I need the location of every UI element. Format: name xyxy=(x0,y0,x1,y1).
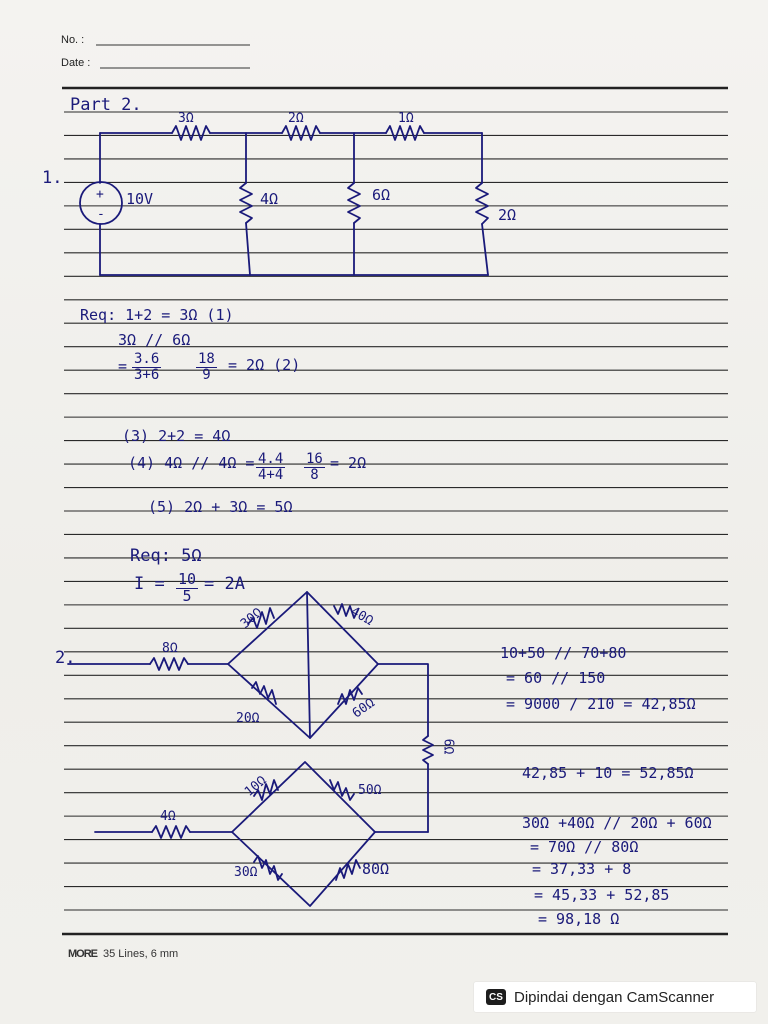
step2-fraction-2 xyxy=(196,352,217,382)
resistor-6ohm-middle xyxy=(423,736,433,764)
notebook-footer xyxy=(68,948,178,960)
label-50ohm: 50Ω xyxy=(358,783,382,798)
label-4ohm-series: 4Ω xyxy=(160,809,176,824)
resistor-2ohm-shunt xyxy=(476,183,488,224)
notebook-brand: MORE xyxy=(68,948,97,960)
step4-denominator-2: 8 xyxy=(310,466,319,483)
step4-fraction xyxy=(256,452,285,482)
resistor-50ohm xyxy=(330,780,354,800)
step4-denominator: 4+4 xyxy=(258,466,284,483)
step2-prefix: = xyxy=(118,357,128,375)
resistor-2ohm-top xyxy=(282,126,320,140)
problem-1-number: 1. xyxy=(42,168,63,188)
resistor-3ohm xyxy=(172,126,210,140)
part-title: Part 2. xyxy=(70,95,142,115)
work-req-step1: Req: 1+2 = 3Ω (1) xyxy=(80,306,234,324)
label-3ohm: 3Ω xyxy=(178,111,194,126)
step2-denominator-2: 9 xyxy=(202,366,211,383)
step2-numerator-2: 18 xyxy=(198,351,215,367)
current-numerator: 10 xyxy=(178,570,197,588)
camscanner-text: Dipindai dengan CamScanner xyxy=(514,988,715,1006)
work2-line6: = 70Ω // 80Ω xyxy=(530,838,639,856)
source-plus: + xyxy=(96,187,104,202)
camscanner-badge xyxy=(474,982,756,1012)
resistor-4ohm xyxy=(240,183,252,223)
work-req-final: Req: 5Ω xyxy=(130,546,202,566)
label-30ohm: 30Ω xyxy=(237,605,266,632)
label-2ohm-shunt: 2Ω xyxy=(498,206,517,224)
work-step4: (4) 4Ω // 4Ω = xyxy=(128,454,255,472)
label-80ohm: 80Ω xyxy=(362,860,390,878)
date-label: Date : xyxy=(61,57,91,69)
problem-2-number: 2. xyxy=(55,648,76,668)
resistor-1ohm xyxy=(386,126,424,140)
label-1ohm: 1Ω xyxy=(398,111,414,126)
work-step3: (3) 2+2 = 4Ω xyxy=(122,427,231,445)
step4-numerator: 4.4 xyxy=(258,451,284,467)
step2-denominator: 3+6 xyxy=(134,366,160,383)
label-2ohm-top: 2Ω xyxy=(288,111,304,126)
current-fraction xyxy=(176,572,198,605)
work2-line7: = 37,33 + 8 xyxy=(532,860,632,878)
source-minus: - xyxy=(97,207,105,222)
resistor-6ohm xyxy=(348,183,360,223)
label-20ohm: 20Ω xyxy=(236,711,260,726)
step4-result: = 2Ω xyxy=(330,454,367,472)
work2-line2: = 60 // 150 xyxy=(506,669,606,687)
no-label: No. : xyxy=(61,34,85,46)
label-40ohm: 40Ω xyxy=(347,604,376,629)
resistor-8ohm xyxy=(150,658,188,670)
label-30ohm-lower: 30Ω xyxy=(234,865,258,880)
work2-line1: 10+50 // 70+80 xyxy=(500,644,627,662)
work-current-prefix: I = xyxy=(134,574,165,594)
work2-line4: 42,85 + 10 = 52,85Ω xyxy=(522,764,694,782)
step2-fraction xyxy=(132,352,161,382)
work2-line8: = 45,33 + 52,85 xyxy=(534,886,670,904)
source-voltage: 10V xyxy=(126,190,154,208)
camscanner-logo-icon: CS xyxy=(486,989,506,1005)
step4-numerator-2: 16 xyxy=(306,451,323,467)
work2-line9: = 98,18 Ω xyxy=(538,910,620,928)
resistor-4ohm-series xyxy=(152,826,190,838)
resistor-20ohm xyxy=(252,682,276,704)
label-10ohm: 10Ω xyxy=(241,773,270,800)
resistor-30ohm-lower xyxy=(254,856,282,880)
step2-numerator: 3.6 xyxy=(134,351,160,367)
label-4ohm: 4Ω xyxy=(260,190,279,208)
notebook-ruling: 35 Lines, 6 mm xyxy=(103,948,179,960)
work-step5: (5) 2Ω + 3Ω = 5Ω xyxy=(148,498,293,516)
work-parallel-3-6: 3Ω // 6Ω xyxy=(118,331,191,349)
label-8ohm: 8Ω xyxy=(162,641,178,656)
work2-line3: = 9000 / 210 = 42,85Ω xyxy=(506,695,696,713)
label-6ohm-middle: 6Ω xyxy=(440,738,456,755)
step4-fraction-2 xyxy=(304,452,325,482)
current-denominator: 5 xyxy=(182,586,192,605)
label-6ohm: 6Ω xyxy=(372,186,391,204)
current-result: = 2A xyxy=(204,574,245,594)
work2-line5: 30Ω +40Ω // 20Ω + 60Ω xyxy=(522,814,712,832)
label-60ohm: 60Ω xyxy=(349,695,378,722)
step2-result: = 2Ω (2) xyxy=(228,356,301,374)
